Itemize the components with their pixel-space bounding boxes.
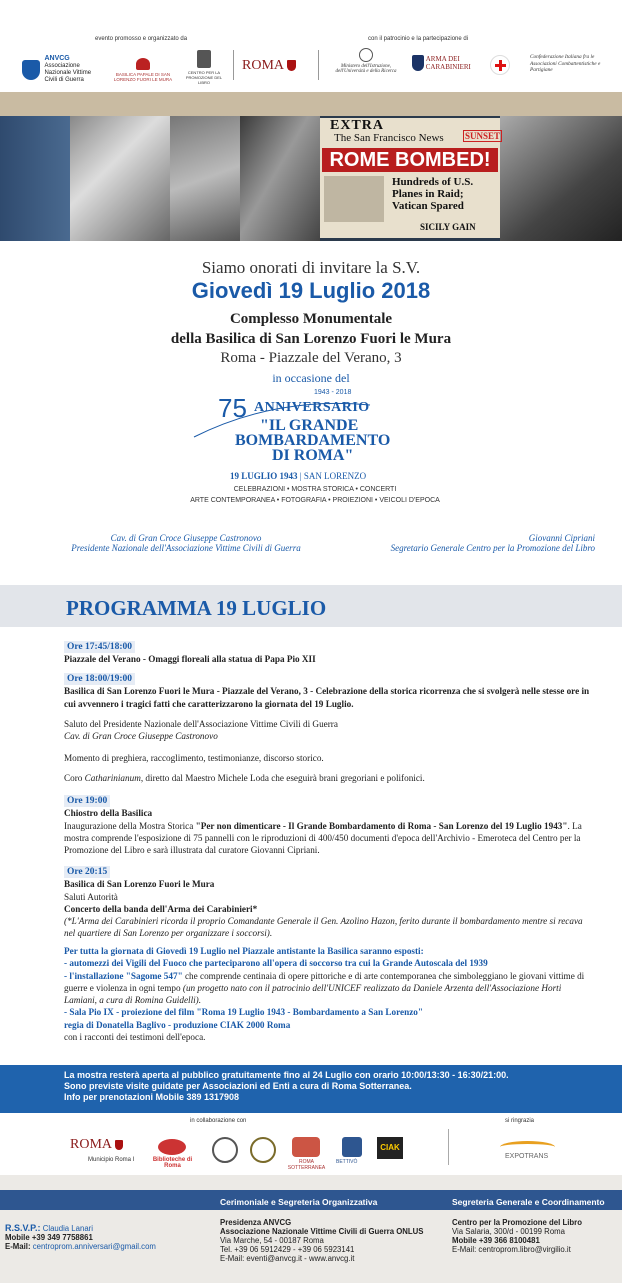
venue-address: Roma - Piazzale del Verano, 3 <box>220 350 402 366</box>
map-illustration <box>324 176 384 222</box>
right-caption: con il patrocinio e la partecipazione di <box>368 36 469 42</box>
anvcg-contact: Presidenza ANVCG Associazione Nazionale Vittime Civili di Guerra ONLUS Via Marche, 54 - 00187 Roma Tel. +39 06 5912429 - +39 06 5923141 E-Mail: eventi@anvcg.it - www.anvcg.it <box>220 1218 424 1263</box>
footer-heading-center: Cerimoniale e Segreteria Organizzativa <box>220 1197 378 1207</box>
photo-left <box>0 116 70 241</box>
municipio-label: Municipio Roma I <box>88 1157 135 1163</box>
event-text: Basilica di San Lorenzo Fuori le Mura - Piazzale del Verano, 3 - Celebrazione della storica ricorrenza che si svolgerà nelle stesse ore in cui avvennero i tragici fatti che caratterizzarono la giornata del 19 Luglio. <box>64 686 590 709</box>
venue-line2: della Basilica di San Lorenzo Fuori le Mura <box>170 331 452 347</box>
time-badge: Ore 18:00/19:00 <box>64 673 135 685</box>
ciak-logo: CIAK <box>377 1137 403 1159</box>
centro-email-link[interactable]: E-Mail: centroprom.libro@virgilio.it <box>452 1245 571 1254</box>
activities-line1: CELEBRAZIONI • MOSTRA STORICA • CONCERTI <box>233 486 397 493</box>
time-badge: Ore 20:15 <box>64 866 110 878</box>
biblioteche-icon <box>158 1139 186 1155</box>
photo-collage <box>0 116 622 241</box>
rsvp-block: R.S.V.P.: Claudia Lanari Mobile +39 349 7758861 E-Mail: centroprom.anniversari@gmail.com <box>5 1223 156 1251</box>
activities-line2: ARTE CONTEMPORANEA • FOTOGRAFIA • PROIEZIONI • VEICOLI D'EPOCA <box>190 497 440 504</box>
left-caption: evento promosso e organizzato da <box>95 36 188 42</box>
newspaper-masthead: The San Francisco News <box>334 132 444 144</box>
shield-icon <box>22 60 40 80</box>
red-cross-logo <box>490 55 510 75</box>
carabinieri-icon <box>412 55 424 71</box>
photo-blossom <box>70 116 170 241</box>
programme-item-2-choir: Coro Catharinianum, diretto dal Maestro Michele Loda che eseguirà brani gregoriani e polifonici. <box>64 773 425 783</box>
centro-contact: Centro per la Promozione del Libro Via Salaria, 300/d - 00199 Roma Mobile +39 366 8100481 E-Mail: centroprom.libro@virgilio.it <box>452 1218 582 1254</box>
expotrans-swoosh-icon <box>500 1141 555 1153</box>
footer-heading-right: Segreteria Generale e Coordinamento <box>452 1197 605 1207</box>
newspaper <box>320 118 500 238</box>
event-text: Piazzale del Verano - Omaggi floreali alla statua di Papa Pio XII <box>64 654 316 665</box>
header-logos <box>0 0 622 92</box>
bettivo-label: BETTIVÒ <box>336 1159 358 1165</box>
centro-libro-logo: CENTRO PER LA PROMOZIONE DEL LIBRO <box>180 50 228 85</box>
anniversary-logo <box>190 389 440 514</box>
photo-aerial <box>240 116 320 241</box>
collab-caption: in collaborazione con <box>190 1118 247 1124</box>
newspaper-sub: Hundreds of U.S. Planes in Raid; Vatican Spared <box>392 176 474 212</box>
organizer-left-role: Presidente Nazionale dell'Associazione Vittime Civili di Guerra <box>71 543 301 553</box>
anniversary-years: 1943 - 2018 <box>314 389 352 396</box>
roma-collab-logo: ROMA <box>70 1137 123 1153</box>
exhibits-block: Per tutta la giornata di Giovedì 19 Luglio nel Piazzale antistante la Basilica saranno esposti: - automezzi dei Vigili del Fuoco che parteciparono all'opera di soccorso tra cui la Grande Autoscala del 1939 - l'installazione "Sagome 547" che comprende centinaia di opere pittoriche e di arte contemporanea che simboleggiano le giovani vittime di guerre e violenza in ogni tempo (un progetto nato con il patrocinio dell'UNICEF realizzato da Daniele Arzenta dell'Associazione Horti Lamiani, a cura di Romina Guidelli). - Sala Pio IX - proiezione del film "Roma 19 Luglio 1943 - Bombardamento a San Lorenzo" regia di Donatella Baglivo - produzione CIAK 2000 Roma con i racconti dei testimoni dell'epoca. <box>64 946 585 1043</box>
newspaper-sub4: SICILY GAIN <box>420 222 476 232</box>
event-date: Giovedì 19 Luglio 2018 <box>191 278 431 303</box>
anvcg-email-link[interactable]: E-Mail: eventi@anvcg.it - www.anvcg.it <box>220 1254 355 1263</box>
seal-icon <box>212 1137 238 1163</box>
emblem-icon <box>359 48 373 62</box>
photo-ruins <box>500 116 622 241</box>
basilica-icon <box>136 58 150 70</box>
time-badge: Ore 17:45/18:00 <box>64 641 135 653</box>
organizer-right <box>330 533 595 553</box>
occasion-line: in occasione del <box>272 371 350 385</box>
divider <box>318 50 319 80</box>
time-badge: Ore 19:00 <box>64 795 110 807</box>
biblioteche-label: Biblioteche di Roma <box>152 1157 193 1169</box>
photo-pope <box>170 116 240 241</box>
programme-item-2 <box>64 672 594 710</box>
roma-shield-icon <box>115 1140 123 1150</box>
rsvp-email-link[interactable]: centroprom.anniversari@gmail.com <box>32 1242 156 1251</box>
roma-logo: ROMA <box>242 58 296 74</box>
anniversary-title3: DI ROMA" <box>272 447 354 464</box>
roma-sotterranea-label: ROMA SOTTERRANEA <box>287 1159 326 1171</box>
organizer-left <box>36 533 336 553</box>
organizer-right-role: Segretario Generale Centro per la Promozione del Libro <box>390 543 595 553</box>
notice-band <box>0 1065 622 1113</box>
newspaper-extra: EXTRA <box>330 118 385 133</box>
divider <box>448 1129 449 1165</box>
collaboration-logos <box>0 1113 622 1175</box>
programme-item-2-prayer: Momento di preghiera, raccoglimento, testimonianze, discorso storico. <box>64 753 324 763</box>
venue-line1: Complesso Monumentale <box>229 311 393 327</box>
anvcg-logo: ANVCG Associazione Nazionale Vittime Civili di Guerra <box>22 55 104 84</box>
programme-item-4: Ore 20:15 Basilica di San Lorenzo Fuori le Mura Saluti Autorità Concerto della banda dell'Arma dei Carabinieri* (*L'Arma dei Carabinieri ricorda il proprio Comandante Generale il Gen. Azolino Hazon, ferito durante il bombardamento mentre si recava nel quartiere di San Lorenzo per organizzare i soccorsi). <box>64 867 583 939</box>
newspaper-headline: ROME BOMBED! <box>322 148 498 172</box>
notice-line3: Info per prenotazioni Mobile 389 1317908 <box>64 1092 240 1102</box>
anniversary-date: 19 LUGLIO 1943 | SAN LORENZO <box>230 471 367 481</box>
anniversary-label: ANNIVERSARIO <box>254 400 370 415</box>
anniversary-title2: BOMBARDAMENTO <box>235 432 391 449</box>
book-icon <box>197 50 211 68</box>
programme-title: PROGRAMMA 19 LUGLIO <box>66 596 327 620</box>
carabinieri-logo: ARMA DEI CARABINIERI <box>412 55 482 71</box>
organizer-left-name: Cav. di Gran Croce Giuseppe Castronovo <box>110 533 262 543</box>
organizer-right-name: Giovanni Cipriani <box>528 533 595 543</box>
programme-item-3: Ore 19:00 Chiostro della Basilica Inaugurazione della Mostra Storica "Per non dimenticare - Il Grande Bombardamento di Roma - San Lorenzo del 19 Luglio 1943". La mostra comprende l'esposizione di 75 pannelli con le riproduzioni di 400/450 documenti d'epoca dell'Archivio - Emeroteca del Centro per la Promozione del Libro e sarà illustrata dal curatore Giovanni Cipriani. <box>64 796 582 856</box>
divider <box>233 50 234 80</box>
invite-line: Siamo onorati di invitare la S.V. <box>201 258 421 277</box>
newspaper-sunset: SUNSET <box>465 131 501 141</box>
anniversary-title1: "IL GRANDE <box>260 417 359 434</box>
confederazione-logo: Confederazione Italiana fra le Associazioni Combattentistiche e Partigiane <box>530 54 601 73</box>
basilica-logo: BASILICA PAPALE DI SAN LORENZO FUORI LE MURA <box>108 58 178 82</box>
miur-logo: Ministero dell'Istruzione, dell'Università e della Ricerca <box>330 48 402 74</box>
roma-sotterranea-icon <box>292 1137 320 1157</box>
tan-band <box>0 92 622 116</box>
roma-shield-icon <box>287 60 296 71</box>
notice-line2: Sono previste visite guidate per Associazioni ed Enti a cura di Roma Sotterranea. <box>64 1081 412 1091</box>
bettivo-icon <box>342 1137 362 1157</box>
anniversary-number: 75 <box>218 393 247 423</box>
thanks-caption: si ringrazia <box>505 1118 535 1124</box>
notice-line1: La mostra resterà aperta al pubblico gratuitamente fino al 24 Luglio con orario 10:00/13:30 - 16:30/21:00. <box>64 1070 509 1080</box>
programme-item-1 <box>64 640 594 666</box>
expotrans-label: EXPOTRANS <box>505 1153 549 1160</box>
programme-item-2-greeting: Saluto del Presidente Nazionale dell'Associazione Vittime Civili di Guerra Cav. di Gran Croce Giuseppe Castronovo <box>64 719 338 742</box>
seal-icon <box>250 1137 276 1163</box>
